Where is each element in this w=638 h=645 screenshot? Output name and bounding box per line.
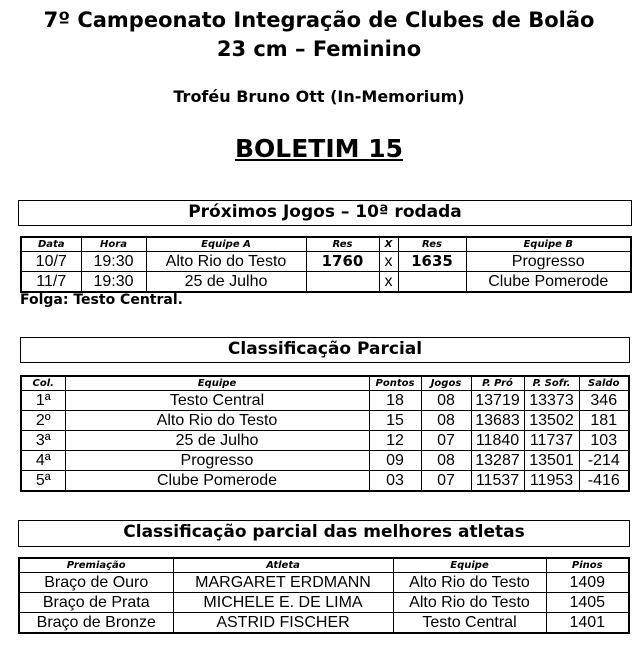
table-cell: 181	[579, 411, 629, 431]
table-cell: 03	[369, 471, 421, 492]
table-cell: Progresso	[466, 252, 631, 272]
table-cell: Braço de Bronze	[19, 613, 173, 634]
table-row	[21, 411, 629, 431]
column-header: Hora	[81, 237, 146, 252]
column-header: Equipe	[393, 558, 546, 573]
bulletin-title: BOLETIM 15	[234, 134, 404, 163]
table-cell: -416	[579, 471, 629, 492]
table-cell: 11537	[471, 471, 524, 492]
table-cell: 07	[421, 431, 471, 451]
table-cell: ASTRID FISCHER	[173, 613, 393, 634]
games-section-title: Próximos Jogos – 10ª rodada	[18, 200, 632, 226]
title-line-2: 23 cm – Feminino	[216, 37, 422, 61]
table-cell: 13373	[524, 391, 579, 411]
table-cell: Progresso	[65, 451, 369, 471]
table-cell: 19:30	[81, 272, 146, 293]
column-header: Res	[306, 237, 379, 252]
table-cell: 12	[369, 431, 421, 451]
table-row	[19, 573, 629, 593]
table-cell: Testo Central	[393, 613, 546, 634]
table-cell: 13502	[524, 411, 579, 431]
table-cell: x	[379, 252, 398, 272]
column-header: Equipe B	[466, 237, 631, 252]
standings-table	[20, 375, 630, 492]
column-header: Premiação	[19, 558, 173, 573]
column-header: P. Sofr.	[524, 376, 579, 391]
table-row	[21, 272, 631, 293]
table-cell: 15	[369, 411, 421, 431]
table-cell: MICHELE E. DE LIMA	[173, 593, 393, 613]
table-cell: 3ª	[21, 431, 65, 451]
table-row	[21, 391, 629, 411]
table-cell: 1760	[306, 252, 379, 272]
table-cell: 5ª	[21, 471, 65, 492]
table-cell: 346	[579, 391, 629, 411]
table-cell: 2º	[21, 411, 65, 431]
table-cell: 13683	[471, 411, 524, 431]
table-cell: -214	[579, 451, 629, 471]
table-cell: 11840	[471, 431, 524, 451]
table-cell: Clube Pomerode	[65, 471, 369, 492]
column-header: Pinos	[546, 558, 629, 573]
table-cell: MARGARET ERDMANN	[173, 573, 393, 593]
table-cell: 11737	[524, 431, 579, 451]
table-cell: 08	[421, 411, 471, 431]
table-cell: 11/7	[21, 272, 81, 293]
table-cell	[306, 272, 379, 293]
table-cell: 103	[579, 431, 629, 451]
table-row	[21, 451, 629, 471]
title-line-1: 7º Campeonato Integração de Clubes de Bolão	[43, 8, 595, 32]
table-cell: 25 de Julho	[146, 272, 306, 293]
column-header: Atleta	[173, 558, 393, 573]
table-row	[21, 471, 629, 492]
table-cell: Alto Rio do Testo	[65, 411, 369, 431]
table-cell: Braço de Prata	[19, 593, 173, 613]
folga-text: Folga: Testo Central.	[20, 292, 183, 308]
table-cell: Clube Pomerode	[466, 272, 631, 293]
table-row	[21, 252, 631, 272]
athletes-section-title: Classificação parcial das melhores atletas	[18, 520, 630, 547]
table-cell: x	[379, 272, 398, 293]
column-header: Equipe A	[146, 237, 306, 252]
table-cell: Alto Rio do Testo	[393, 593, 546, 613]
table-cell: 18	[369, 391, 421, 411]
table-cell: 13287	[471, 451, 524, 471]
table-cell: 08	[421, 391, 471, 411]
column-header: P. Pró	[471, 376, 524, 391]
table-row	[21, 431, 629, 451]
table-cell: 1409	[546, 573, 629, 593]
table-cell: 13719	[471, 391, 524, 411]
table-cell	[398, 272, 466, 293]
table-cell: 09	[369, 451, 421, 471]
table-cell: 13501	[524, 451, 579, 471]
table-cell: 25 de Julho	[65, 431, 369, 451]
table-cell: Testo Central	[65, 391, 369, 411]
column-header: Pontos	[369, 376, 421, 391]
table-cell: 19:30	[81, 252, 146, 272]
column-header: Saldo	[579, 376, 629, 391]
table-cell: 10/7	[21, 252, 81, 272]
table-cell: 08	[421, 451, 471, 471]
column-header: Jogos	[421, 376, 471, 391]
table-cell: 1ª	[21, 391, 65, 411]
table-cell: Braço de Ouro	[19, 573, 173, 593]
table-cell: 1405	[546, 593, 629, 613]
column-header: Res	[398, 237, 466, 252]
table-cell: 11953	[524, 471, 579, 492]
athletes-table	[18, 557, 630, 634]
column-header: Col.	[21, 376, 65, 391]
games-table	[20, 236, 632, 293]
table-row	[19, 593, 629, 613]
table-cell: Alto Rio do Testo	[393, 573, 546, 593]
column-header: Equipe	[65, 376, 369, 391]
column-header: Data	[21, 237, 81, 252]
table-cell: 4ª	[21, 451, 65, 471]
table-cell: 1635	[398, 252, 466, 272]
subtitle: Troféu Bruno Ott (In-Memorium)	[173, 87, 465, 106]
table-cell: Alto Rio do Testo	[146, 252, 306, 272]
column-header: X	[379, 237, 398, 252]
standings-section-title: Classificação Parcial	[20, 337, 630, 363]
table-cell: 07	[421, 471, 471, 492]
table-row	[19, 613, 629, 634]
table-cell: 1401	[546, 613, 629, 634]
